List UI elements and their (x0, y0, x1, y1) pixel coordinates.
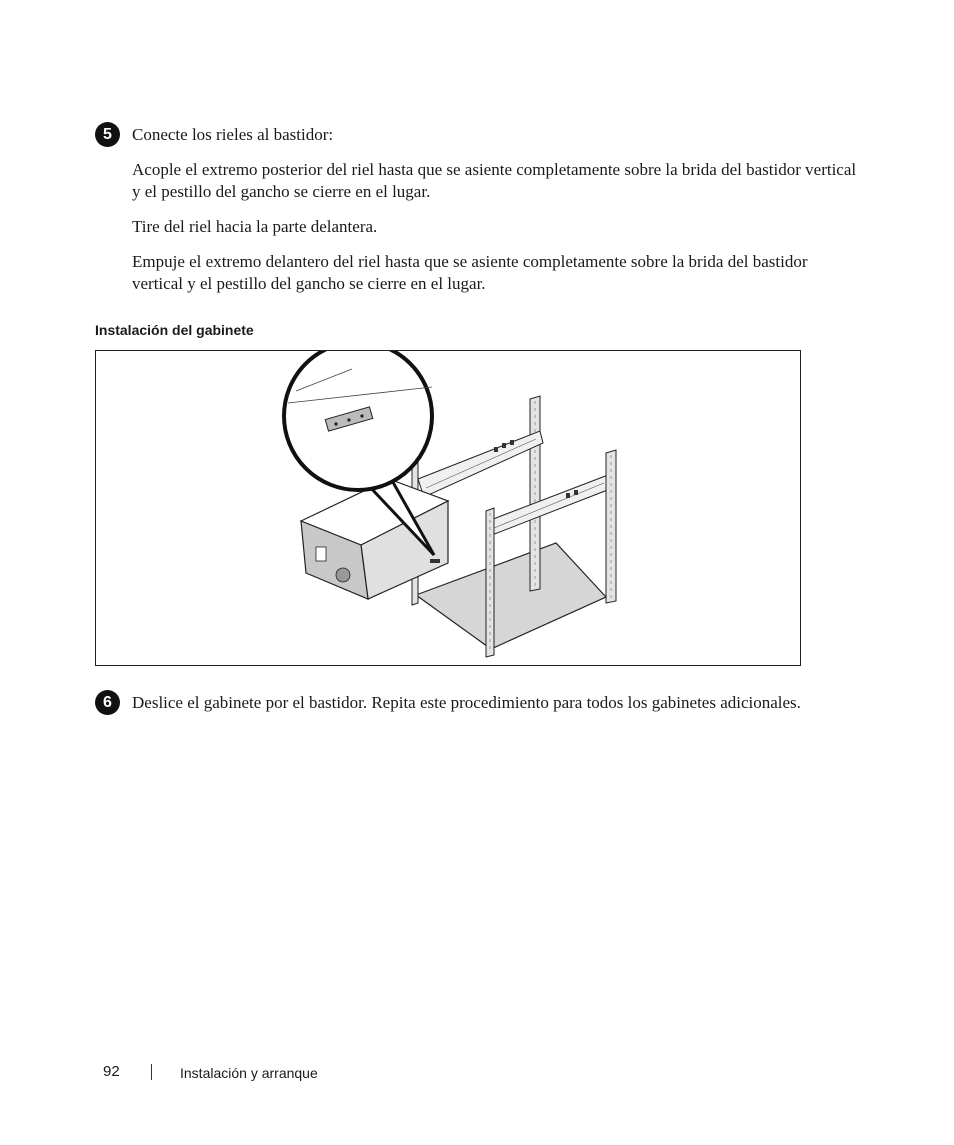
step-5-paragraph-2: Tire del riel hacia la parte delantera. (132, 217, 378, 236)
cabinet-display-icon (316, 547, 326, 561)
step-5-paragraph-1: Acople el extremo posterior del riel hasta que se asiente completamente sobre la brida del bastidor vertical y el pestillo del gancho se cierre en el lugar. (132, 160, 857, 201)
cabinet-rack-illustration (96, 351, 802, 667)
step-6-badge: 6 (95, 690, 120, 715)
step-5-paragraph-3: Empuje el extremo delantero del riel hasta que se asiente completamente sobre la brida del bastidor vertical y el pestillo del gancho se cierre en el lugar. (132, 252, 808, 293)
cabinet-label-icon (430, 559, 440, 563)
step-5-badge: 5 (95, 122, 120, 147)
footer-divider (151, 1064, 152, 1080)
step-5-intro: Conecte los rieles al bastidor: (132, 125, 334, 144)
figure-caption: Instalación del gabinete (95, 322, 254, 338)
footer-section-title: Instalación y arranque (180, 1065, 318, 1081)
rail-lower (488, 475, 610, 535)
step-6-text: Deslice el gabinete por el bastidor. Repita este procedimiento para todos los gabinetes adicionales. (132, 693, 801, 712)
cabinet-button-icon (336, 568, 350, 582)
figure-cabinet-installation (95, 350, 801, 666)
page-number: 92 (103, 1063, 120, 1080)
